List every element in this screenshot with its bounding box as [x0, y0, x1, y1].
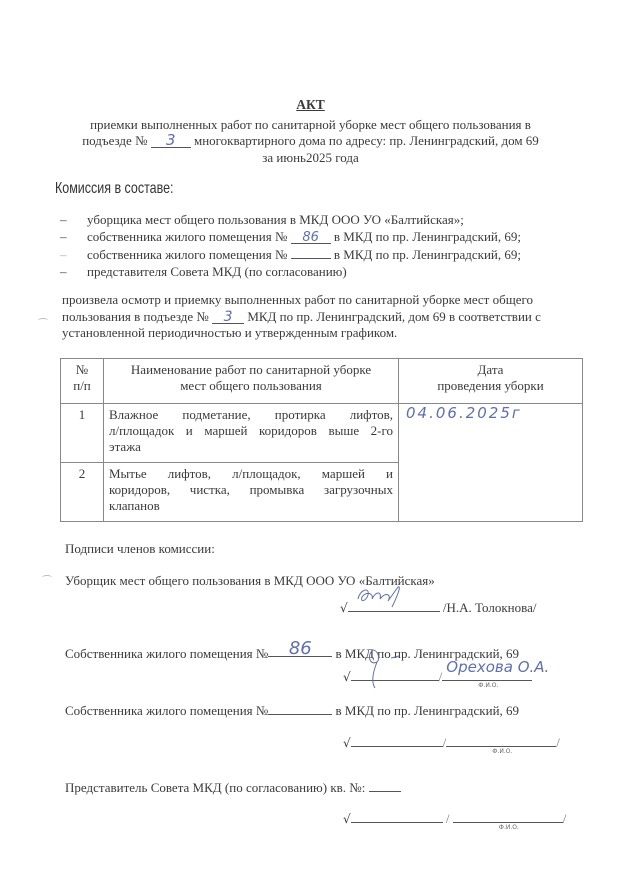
commission-item: – уборщика мест общего пользования в МКД ООО УО «Балтийская»; [60, 212, 464, 227]
fio-label: Ф.И.О. [492, 748, 513, 755]
margin-mark [42, 575, 52, 580]
subtitle-entrance-label: подъезде № [82, 133, 148, 148]
apartment-number-field: 86 [291, 230, 331, 244]
check-icon: √ [343, 736, 351, 750]
commission-item: – собственника жилого помещения № в МКД по пр. Ленинградский, 69; [60, 247, 522, 262]
council-signature-line [351, 808, 443, 823]
commission-item: – представителя Совета МКД (по согласованию) [60, 263, 347, 279]
subtitle-line-1: приемки выполненных работ по санитарной уборке мест общего пользования в [90, 117, 531, 132]
header-date: Дата проведения уборки [399, 359, 583, 404]
cleaner-name: /Н.А. Толокнова/ [442, 600, 537, 615]
dash-bullet: – [60, 263, 67, 279]
owner1-signature-line [351, 666, 439, 681]
row-description: Мытье лифтов, л/площадок, маршей и коридоров, чистка, промывка загрузочных клапанов [104, 463, 399, 522]
margin-mark [38, 318, 48, 323]
owner2-apartment-field [268, 700, 332, 715]
fio-label: Ф.И.О. [498, 824, 519, 831]
dash-bullet: – [60, 212, 67, 227]
row-number: 1 [61, 404, 104, 463]
subtitle-line-2 [0, 133, 621, 149]
cleaner-signature-row [340, 597, 536, 616]
handwritten-date: 04.06.2025г [406, 404, 522, 422]
table-header-row [61, 359, 583, 404]
fio-label: Ф.И.О. [478, 682, 499, 689]
row-number: 2 [61, 463, 104, 522]
council-row: Представитель Совета МКД (по согласованию) кв. №: [65, 777, 401, 796]
check-icon: √ [340, 601, 348, 615]
commission-item: – собственника жилого помещения № 86 в МКД по пр. Ленинградский, 69; [60, 228, 522, 245]
council-signature-row: √ / Ф.И.О. / [343, 808, 566, 827]
dash-bullet: – [60, 247, 67, 262]
entrance-number-field: 3 [151, 134, 191, 148]
subtitle-address: многоквартирного дома по адресу: пр. Ленинградский, дом 69 [193, 133, 539, 148]
owner1-signature-row: √ / Орехова О.А. Ф.И.О. [343, 666, 532, 685]
handwritten-owner-name: Орехова О.А. [446, 658, 550, 676]
commission-heading: Комиссия в составе: [55, 180, 174, 197]
dash-bullet: – [60, 228, 67, 244]
row-description: Влажное подметание, протирка лифтов, л/площадок и маршей коридоров выше 2-го этажа [104, 404, 399, 463]
document-title: АКТ [296, 97, 325, 112]
commission-list [60, 212, 521, 280]
subtitle-period: за июнь2025 года [262, 150, 359, 165]
signatures-heading: Подписи членов комиссии: [65, 541, 215, 556]
table-row [61, 404, 583, 463]
header-work-name: Наименование работ по санитарной уборке мест общего пользования [104, 359, 399, 404]
cleaning-date-cell [399, 404, 583, 522]
check-icon: √ [343, 812, 351, 826]
owner1-name-line [442, 658, 550, 689]
council-name-line [453, 808, 563, 831]
signature-scribble [352, 585, 412, 611]
owner1-apartment-field: 86 [268, 642, 332, 657]
owner1-row: Собственника жилого помещения № 86 в МКД по пр. Ленинградский, 69 [65, 638, 520, 661]
cleaner-signature-line [348, 597, 440, 612]
inspection-paragraph: произвела осмотр и приемку выполненных работ по санитарной уборке мест общего пользования в подъезде № 3 МКД по пр. Ленинградский, дом 69 в соответствии с установленной периодичностью и утвержденным графиком. [62, 292, 541, 340]
signature-scribble [363, 646, 413, 690]
owner2-row: Собственника жилого помещения № в МКД по пр. Ленинградский, 69 [65, 700, 519, 719]
header-number: № п/п [61, 359, 104, 404]
owner2-signature-row: √ / Ф.И.О. / [343, 732, 560, 751]
apartment-number-field-empty [291, 245, 331, 259]
cleaner-label: Уборщик мест общего пользования в МКД ООО УО «Балтийская» [65, 573, 435, 588]
check-icon: √ [343, 670, 351, 684]
inspection-entrance-field: 3 [212, 310, 244, 324]
council-apartment-field [369, 777, 401, 792]
owner2-signature-line [351, 732, 443, 747]
owner2-name-line [446, 732, 556, 755]
works-table [60, 358, 583, 522]
